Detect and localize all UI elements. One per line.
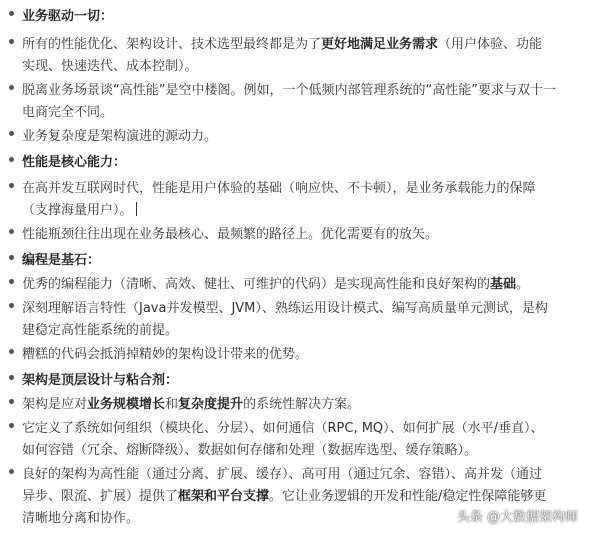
heading-text: 编程是基石： (22, 253, 101, 268)
bullet-icon (9, 11, 14, 16)
bullet-icon (9, 229, 14, 234)
list-item-text: （支撑海量用户）。 (22, 203, 133, 218)
bullet-icon (9, 303, 14, 308)
bullet-icon (9, 157, 14, 162)
list-item-line: 糟糕的代码会抵消掉精妙的架构设计带来的优势。 (22, 347, 309, 362)
list-item-line: 脱离业务场景谈“高性能”是空中楼阁。例如，一个低频内部管理系统的“高性能”要求与双十一 (22, 83, 556, 98)
list-item-line: 所有的性能优化、架构设计、技术选型最终都是为了更好地满足业务需求（用户体验、功能 (22, 37, 543, 52)
emphasis-text: 更好地满足业务需求 (321, 37, 439, 52)
bullet-icon (9, 469, 14, 474)
list-item-line: 如何容错（冗余、熔断降级）、数据如何存储和处理（数据库选型、缓存策略）。 (22, 443, 478, 458)
bullet-icon (9, 183, 14, 188)
bullet-icon (9, 423, 14, 428)
list-item-line: 异步、限流、扩展）提供了框架和平台支撑。它让业务逻辑的开发和性能/稳定性保障能够更 (22, 489, 547, 504)
list-item-line: 业务复杂度是架构演进的源动力。 (22, 129, 218, 144)
list-item-line: 建稳定高性能系统的前提。 (22, 323, 179, 338)
list-item-line: 性能瓶颈往往出现在业务最核心、最频繁的路径上。优化需要有的放矢。 (22, 227, 439, 242)
bullet-icon (9, 39, 14, 44)
watermark (457, 506, 578, 525)
list-item-line: 架构是应对业务规模增长和复杂度提升的系统性解决方案。 (22, 397, 361, 412)
list-item-line: 电商完全不同。 (22, 105, 114, 120)
list-item-line: 优秀的编程能力（清晰、高效、健壮、可维护的代码）是实现高性能和良好架构的基础。 (22, 277, 530, 292)
emphasis-text: 基础 (490, 277, 517, 292)
bullet-icon (9, 131, 14, 136)
heading-text: 业务驱动一切： (22, 9, 114, 24)
list-item-line: 清晰地分离和协作。 (22, 511, 140, 526)
bullet-icon (9, 375, 14, 380)
list-item-line: 实现、快速迭代、成本控制）。 (22, 59, 198, 74)
emphasis-text: 业务规模增长 (87, 397, 166, 412)
bullet-icon (9, 279, 14, 284)
text-cursor (136, 202, 137, 216)
emphasis-text: 复杂度提升 (178, 397, 244, 412)
list-item-line: 深刻理解语言特性（Java并发模型、JVM）、熟练运用设计模式、编写高质量单元测试，是构 (22, 301, 548, 316)
list-item-line (22, 202, 137, 220)
bullet-icon (9, 399, 14, 404)
emphasis-text: 框架和平台支撑 (178, 489, 270, 504)
list-item-line: 在高并发互联网时代，性能是用户体验的基础（响应快、不卡顿），是业务承载能力的保障 (22, 181, 536, 196)
bullet-icon (9, 349, 14, 354)
bullet-icon (9, 85, 14, 90)
heading-text: 架构是顶层设计与粘合剂： (22, 373, 179, 388)
list-item-line: 良好的架构为高性能（通过分离、扩展、缓存）、高可用（通过冗余、容错）、高并发（通过 (22, 467, 543, 482)
list-item-line: 它定义了系统如何组织（模块化、分层）、如何通信（RPC, MQ）、如何扩展（水平/垂直）、 (22, 421, 544, 436)
bullet-icon (9, 255, 14, 260)
watermark-text: 头条 @大数据架构师 (456, 510, 578, 525)
heading-text: 性能是核心能力： (22, 155, 127, 170)
